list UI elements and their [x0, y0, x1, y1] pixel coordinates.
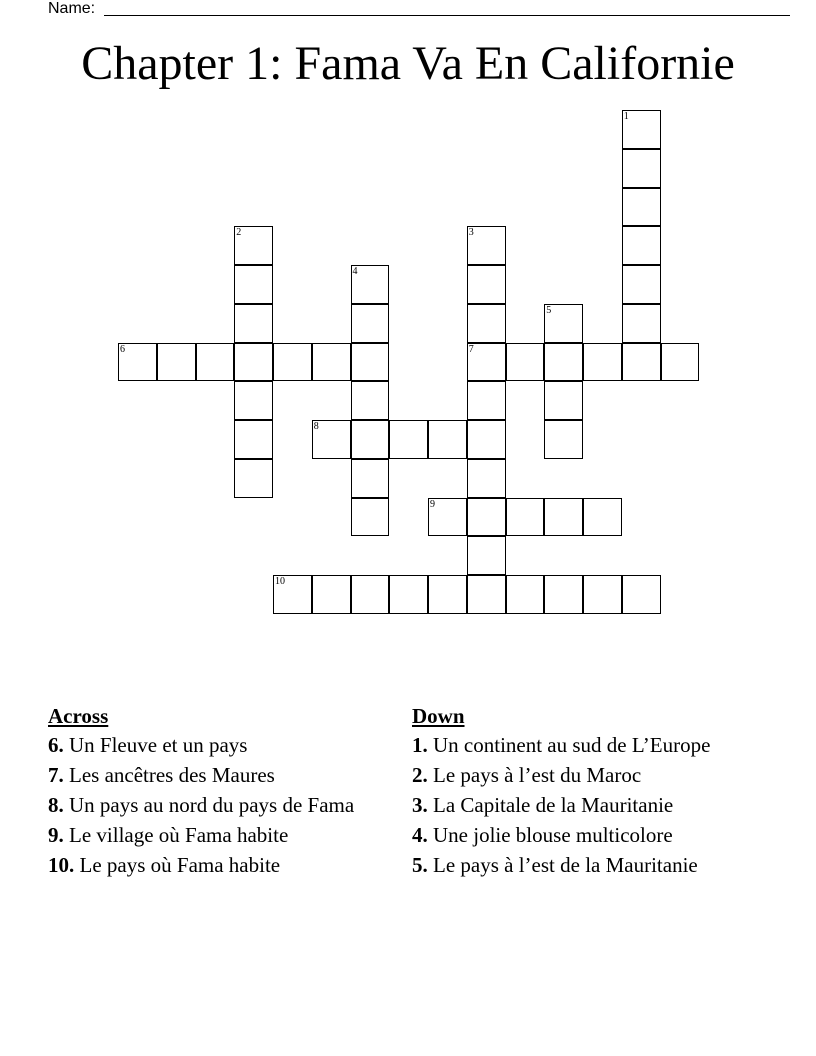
- cell-number: 10: [275, 576, 285, 587]
- cell-number: 9: [430, 498, 435, 510]
- grid-cell[interactable]: [196, 343, 235, 382]
- grid-cell[interactable]: [544, 304, 583, 343]
- grid-cell[interactable]: [583, 343, 622, 382]
- cell-number: 4: [352, 266, 358, 277]
- grid-cell[interactable]: [544, 420, 583, 459]
- grid-cell[interactable]: [157, 343, 196, 382]
- grid-cell[interactable]: [506, 343, 545, 382]
- grid-cell[interactable]: [506, 498, 545, 537]
- grid-cell[interactable]: [234, 459, 273, 498]
- grid-cell[interactable]: [273, 343, 312, 382]
- cell-number: 3: [468, 227, 474, 239]
- grid-cell[interactable]: [234, 265, 273, 304]
- across-clues: [48, 704, 388, 883]
- grid-cell[interactable]: [544, 381, 583, 420]
- grid-cell[interactable]: [234, 226, 273, 265]
- grid-cell[interactable]: [622, 188, 661, 227]
- grid-cell[interactable]: [389, 575, 428, 614]
- grid-cell[interactable]: [312, 343, 351, 382]
- grid-cell[interactable]: [467, 226, 506, 265]
- grid-cell[interactable]: [661, 343, 700, 382]
- cell-number: 6: [120, 343, 125, 355]
- grid-cell[interactable]: [544, 343, 583, 382]
- grid-cell[interactable]: [351, 575, 390, 614]
- cell-number: 8: [313, 421, 319, 432]
- grid-cell[interactable]: [467, 304, 506, 343]
- clue-down-4: 4. Une jolie blouse multicolore: [412, 823, 673, 847]
- grid-cell[interactable]: [351, 381, 390, 420]
- grid-cell[interactable]: [428, 575, 467, 614]
- grid-cell[interactable]: [467, 459, 506, 498]
- grid-cell[interactable]: [467, 498, 506, 537]
- clue-across-6: 6. Un Fleuve et un pays: [48, 733, 248, 757]
- across-heading: Across: [48, 704, 109, 728]
- grid-cell[interactable]: [428, 498, 467, 537]
- grid-cell[interactable]: [351, 459, 390, 498]
- grid-cell[interactable]: [351, 304, 390, 343]
- grid-cell[interactable]: [118, 343, 157, 382]
- grid-cell[interactable]: [234, 381, 273, 420]
- clue-across-8: 8. Un pays au nord du pays de Fama: [48, 793, 355, 817]
- grid-cell[interactable]: [583, 575, 622, 614]
- grid-cell[interactable]: [312, 420, 351, 459]
- grid-cell[interactable]: [583, 498, 622, 537]
- grid-cell[interactable]: [234, 420, 273, 459]
- down-heading: Down: [412, 704, 465, 728]
- grid-cell[interactable]: [351, 265, 390, 304]
- clue-across-10: 10. Le pays où Fama habite: [48, 853, 281, 877]
- grid-cell[interactable]: [351, 343, 390, 382]
- grid-cell[interactable]: [544, 575, 583, 614]
- grid-cell[interactable]: [467, 343, 506, 382]
- grid-cell[interactable]: [467, 265, 506, 304]
- name-label: Name:: [48, 0, 96, 17]
- grid-cell[interactable]: [622, 575, 661, 614]
- clue-down-3: 3. La Capitale de la Mauritanie: [412, 793, 674, 817]
- grid-cell[interactable]: [467, 420, 506, 459]
- clue-down-1: 1. Un continent au sud de L’Europe: [412, 733, 711, 757]
- grid-cell[interactable]: [622, 226, 661, 265]
- grid-cell[interactable]: [622, 110, 661, 149]
- grid-cell[interactable]: [622, 265, 661, 304]
- clue-across-9: 9. Le village où Fama habite: [48, 823, 289, 847]
- down-clues: [412, 704, 752, 883]
- grid-cell[interactable]: [622, 343, 661, 382]
- cell-number: 1: [623, 111, 629, 122]
- grid-cell[interactable]: [389, 420, 428, 459]
- grid-cell[interactable]: [467, 381, 506, 420]
- grid-cell[interactable]: [312, 575, 351, 614]
- grid-cell[interactable]: [273, 575, 312, 614]
- grid-cell[interactable]: [234, 343, 273, 382]
- cell-number: 2: [236, 227, 242, 239]
- grid-cell[interactable]: [351, 498, 390, 537]
- clue-down-5: 5. Le pays à l’est de la Mauritanie: [412, 853, 698, 877]
- grid-cell[interactable]: [467, 536, 506, 575]
- clue-across-7: 7. Les ancêtres des Maures: [48, 763, 275, 787]
- grid-cell[interactable]: [506, 575, 545, 614]
- grid-cell[interactable]: [622, 149, 661, 188]
- grid-cell[interactable]: [234, 304, 273, 343]
- clue-down-2: 2. Le pays à l’est du Maroc: [412, 763, 642, 787]
- grid-cell[interactable]: [428, 420, 467, 459]
- grid-cell[interactable]: [544, 498, 583, 537]
- grid-cell[interactable]: [622, 304, 661, 343]
- grid-cell[interactable]: [467, 575, 506, 614]
- cell-number: 5: [546, 304, 552, 316]
- cell-number: 7: [468, 343, 474, 355]
- grid-cell[interactable]: [351, 420, 390, 459]
- page-title: Chapter 1: Fama Va En Californie: [81, 37, 735, 90]
